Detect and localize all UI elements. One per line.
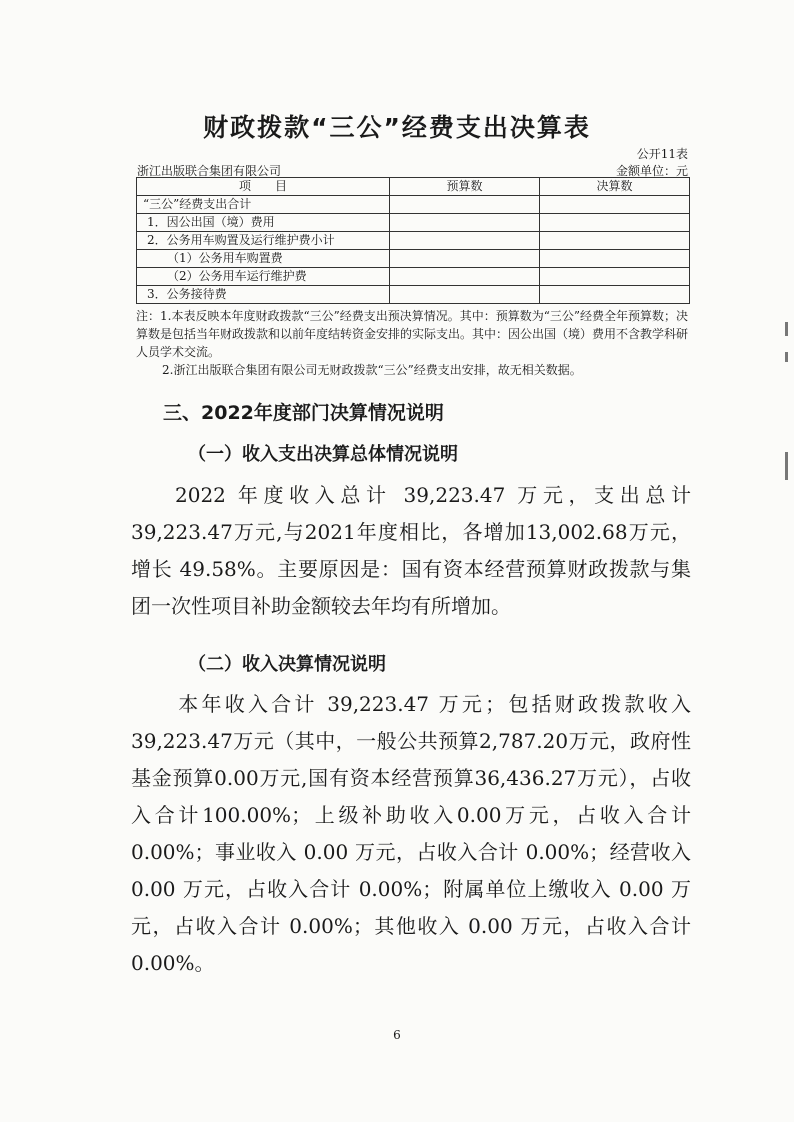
row-label: 3．公务接待费 (137, 286, 390, 304)
table-row (137, 196, 690, 214)
row-budget (390, 232, 540, 250)
row-final (540, 268, 690, 286)
table-code: 公开11表 (636, 147, 688, 161)
three-public-expenses-table (136, 177, 690, 304)
table-row (137, 250, 690, 268)
row-final (540, 250, 690, 268)
row-final (540, 196, 690, 214)
subsection-heading-2: （二）收入决算情况说明 (188, 654, 386, 675)
scan-edge-mark (785, 322, 788, 336)
scan-edge-mark (785, 352, 788, 362)
table-row (137, 232, 690, 250)
paragraph-income-expenditure (131, 477, 691, 625)
header-item: 项 目 (137, 178, 390, 196)
row-final (540, 286, 690, 304)
table-note-1: 注：1.本表反映本年度财政拨款“三公”经费支出预决算情况。其中：预算数为“三公”经费全年预算数；决算数是包括当年财政拨款和以前年度结转资金安排的实际支出。其中：因公出国（境）费用不含教学科研人员学术交流。 (136, 309, 689, 359)
section-heading: 三、2022年度部门决算情况说明 (163, 402, 444, 424)
page-title: 财政拨款“三公”经费支出决算表 (203, 113, 591, 142)
row-final (540, 214, 690, 232)
page-number: 6 (393, 1028, 401, 1042)
table-note-2: 2.浙江出版联合集团有限公司无财政拨款“三公”经费支出安排，故无相关数据。 (162, 363, 582, 377)
row-final (540, 232, 690, 250)
row-budget (390, 268, 540, 286)
header-budget: 预算数 (390, 178, 540, 196)
row-label: （1）公务用车购置费 (137, 250, 390, 268)
header-final: 决算数 (540, 178, 690, 196)
row-label: 1．因公出国（境）费用 (137, 214, 390, 232)
row-label: 2．公务用车购置及运行维护费小计 (137, 232, 390, 250)
table-row (137, 214, 690, 232)
row-label: （2）公务用车运行维护费 (137, 268, 390, 286)
row-label: “三公”经费支出合计 (137, 196, 390, 214)
organization-name: 浙江出版联合集团有限公司 (137, 164, 282, 178)
table-row (137, 286, 690, 304)
subsection-heading-1: （一）收入支出决算总体情况说明 (188, 444, 458, 465)
table-header-row (137, 178, 690, 196)
amount-unit: 金额单位：元 (615, 164, 688, 178)
row-budget (390, 250, 540, 268)
paragraph-income (131, 686, 691, 982)
paragraph-text: 本年收入合计 39,223.47 万元；包括财政拨款收入39,223.47万元（其中，一般公共预算2,787.20万元，政府性基金预算0.00万元,国有资本经营预算36,436.27万元），占收入合计100.00%；上级补助收入0.00万元，占收入合计0.00%；事业收入 0.00 万元，占收入合计 0.00%；经营收入0.00 万元，占收入合计 0.00%；附属单位上缴收入 0.00 万元，占收入合计 0.00%；其他收入 0.00 万元，占收入合计0.00%。 (131, 692, 691, 975)
paragraph-text: 2022 年度收入总计 39,223.47 万元，支出总计 39,223.47万元,与2021年度相比，各增加13,002.68万元，增长 49.58%。主要原因是：国有资本经营预算财政拨款与集团一次性项目补助金额较去年均有所增加。 (131, 483, 691, 618)
row-budget (390, 214, 540, 232)
scan-edge-mark (785, 452, 788, 480)
row-budget (390, 196, 540, 214)
row-budget (390, 286, 540, 304)
table-row (137, 268, 690, 286)
